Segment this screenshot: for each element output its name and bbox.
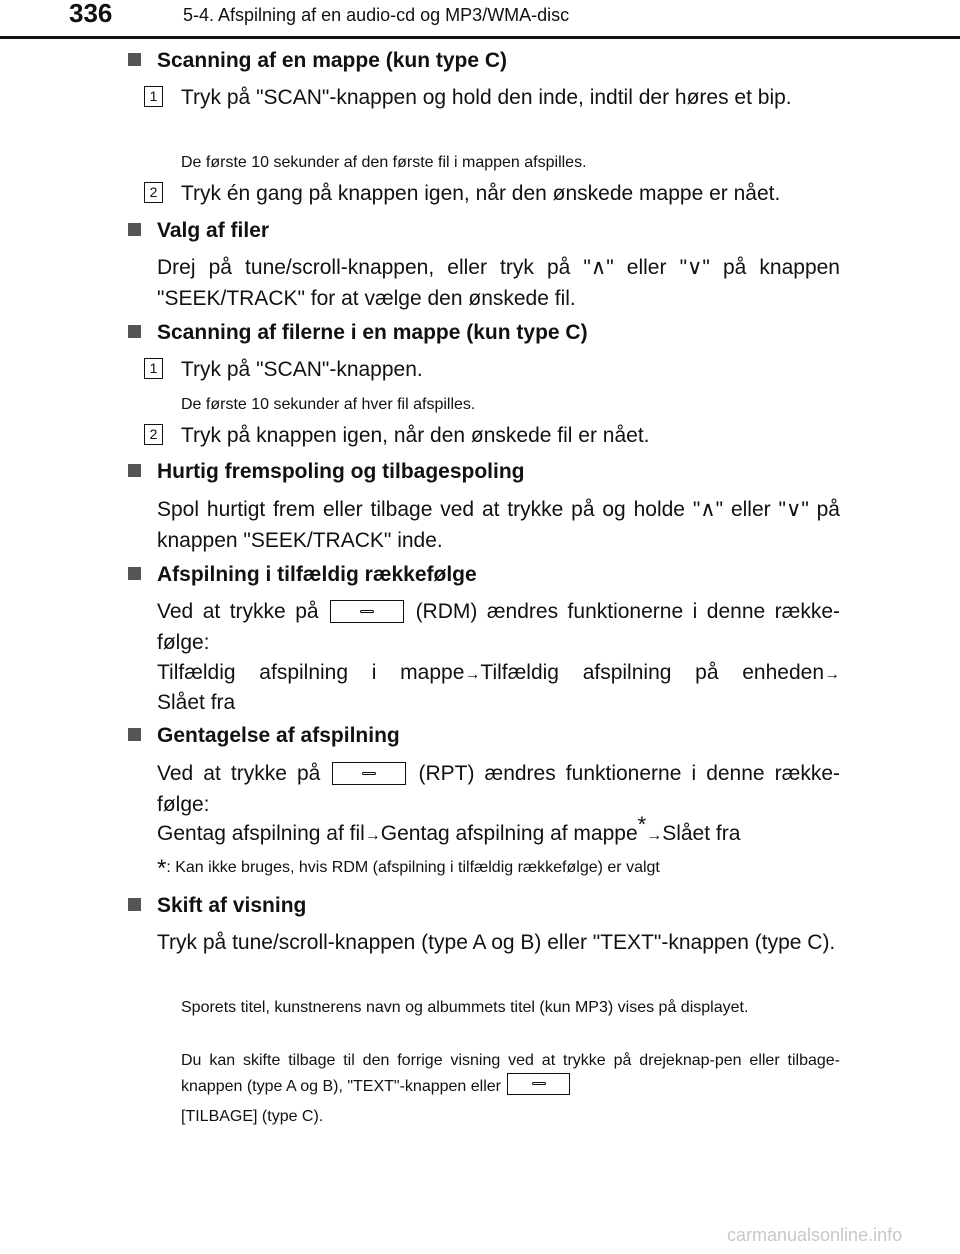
footnote: *: Kan ikke bruges, hvis RDM (afspilning i tilfældig rækkefølge) er valgt xyxy=(157,855,660,882)
rpt-button-icon xyxy=(332,762,406,785)
page-number: 336 xyxy=(69,0,113,28)
arrow-right-icon: → xyxy=(464,666,481,683)
square-bullet-icon xyxy=(128,728,141,741)
section-body: Ved at trykke på (RPT) ændres funktionerne i denne række-følge: xyxy=(157,762,840,816)
section-note: Sporets titel, kunstnerens navn og albummets titel (kun MP3) vises på displayet. xyxy=(181,999,749,1016)
section-body: Spol hurtigt frem eller tilbage ved at trykke på og holde "∧" eller "∨" på knappen "SEEK/TRACK" inde. xyxy=(157,498,840,552)
step-number-badge: 2 xyxy=(144,182,163,203)
step-text: Tryk på knappen igen, når den ønskede fil er nået. xyxy=(181,424,650,447)
mode-sequence: Tilfældig afspilning i mappe→Tilfældig afspilning på enheden→ xyxy=(157,661,841,684)
section-heading: Gentagelse af afspilning xyxy=(128,724,400,748)
step-item xyxy=(144,354,840,385)
step-text: Tryk på "SCAN"-knappen og hold den inde, indtil der høres et bip. xyxy=(181,86,792,109)
step-item xyxy=(144,420,840,451)
step-text: Tryk på "SCAN"-knappen. xyxy=(181,358,423,381)
square-bullet-icon xyxy=(128,325,141,338)
square-bullet-icon xyxy=(128,898,141,911)
back-button-icon xyxy=(507,1073,570,1095)
square-bullet-icon xyxy=(128,464,141,477)
square-bullet-icon xyxy=(128,223,141,236)
section-body: Drej på tune/scroll-knappen, eller tryk på "∧" eller "∨" på knappen "SEEK/TRACK" for at vælge den ønskede fil. xyxy=(157,256,840,310)
watermark: carmanualsonline.info xyxy=(727,1225,903,1245)
rdm-button-icon xyxy=(330,600,404,623)
square-bullet-icon xyxy=(128,567,141,580)
mode-sequence-end: Slået fra xyxy=(157,691,236,714)
mode-sequence: Gentag afspilning af fil→Gentag afspilning af mappe*→Slået fra xyxy=(157,812,741,845)
step-number-badge: 1 xyxy=(144,358,163,379)
arrow-right-icon: → xyxy=(646,827,663,844)
arrow-right-icon: → xyxy=(364,827,381,844)
section-note: Du kan skifte tilbage til den forrige visning ved at trykke på drejeknap-pen eller tilbage-knappen (type A og B), "TEXT"-knappen eller xyxy=(181,1052,840,1095)
step-item xyxy=(144,82,840,113)
header-divider xyxy=(0,36,960,39)
step-number-badge: 1 xyxy=(144,86,163,107)
section-body: Ved at trykke på (RDM) ændres funktionerne i denne række-følge: xyxy=(157,600,841,654)
chapter-title: 5-4. Afspilning af en audio-cd og MP3/WMA-disc xyxy=(183,5,570,25)
step-item xyxy=(144,178,840,209)
section-heading: Afspilning i tilfældig rækkefølge xyxy=(128,563,477,587)
footnote-asterisk: * xyxy=(637,812,647,837)
section-heading: Scanning af filerne i en mappe (kun type C) xyxy=(128,321,588,345)
section-heading: Skift af visning xyxy=(128,894,306,918)
section-body: Tryk på tune/scroll-knappen (type A og B) eller "TEXT"-knappen (type C). xyxy=(157,931,836,954)
section-heading: Valg af filer xyxy=(128,219,269,243)
page-header xyxy=(0,0,960,40)
step-text: Tryk én gang på knappen igen, når den ønskede mappe er nået. xyxy=(181,182,781,205)
section-note: [TILBAGE] (type C). xyxy=(181,1108,324,1125)
step-note: De første 10 sekunder af den første fil i mappen afspilles. xyxy=(181,154,587,171)
step-note: De første 10 sekunder af hver fil afspilles. xyxy=(181,396,476,413)
square-bullet-icon xyxy=(128,53,141,66)
section-heading: Hurtig fremspoling og tilbagespoling xyxy=(128,460,525,484)
section-heading: Scanning af en mappe (kun type C) xyxy=(128,49,507,73)
step-number-badge: 2 xyxy=(144,424,163,445)
arrow-right-icon: → xyxy=(824,666,841,683)
